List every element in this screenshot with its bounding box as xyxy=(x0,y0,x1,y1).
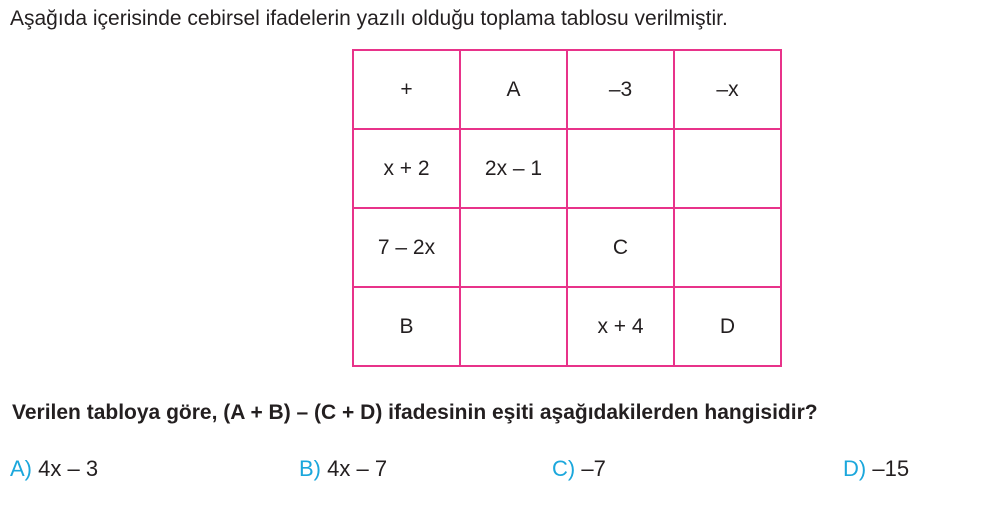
table-row xyxy=(353,208,781,287)
question-text: Verilen tabloya göre, (A + B) – (C + D) ifadesinin eşiti aşağıdakilerden hangisidir? xyxy=(12,401,818,424)
table-cell: x + 2 xyxy=(353,129,460,208)
table-cell xyxy=(567,129,674,208)
option-text: –15 xyxy=(872,456,910,481)
table-cell: D xyxy=(674,287,781,366)
table-cell: –x xyxy=(674,50,781,129)
addition-table xyxy=(352,49,782,367)
option-letter: B) xyxy=(299,456,321,481)
table-cell xyxy=(460,287,567,366)
table-cell: + xyxy=(353,50,460,129)
table-cell: 2x – 1 xyxy=(460,129,567,208)
intro-text: Aşağıda içerisinde cebirsel ifadelerin yazılı olduğu toplama tablosu verilmiştir. xyxy=(10,7,728,30)
table-cell: –3 xyxy=(567,50,674,129)
option-letter: A) xyxy=(10,456,32,481)
option-text: 4x – 7 xyxy=(327,456,388,481)
table-cell xyxy=(674,129,781,208)
table-cell xyxy=(460,208,567,287)
table-cell: A xyxy=(460,50,567,129)
option-c[interactable] xyxy=(552,455,606,483)
table-cell: C xyxy=(567,208,674,287)
option-d[interactable] xyxy=(843,455,909,483)
option-text: 4x – 3 xyxy=(38,456,99,481)
table-cell: x + 4 xyxy=(567,287,674,366)
table-cell: B xyxy=(353,287,460,366)
option-text: –7 xyxy=(581,456,606,481)
option-letter: D) xyxy=(843,456,867,481)
table-cell: 7 – 2x xyxy=(353,208,460,287)
table-row xyxy=(353,50,781,129)
table-cell xyxy=(674,208,781,287)
option-letter: C) xyxy=(552,456,576,481)
option-b[interactable] xyxy=(299,455,387,483)
option-a[interactable] xyxy=(10,455,98,483)
table-row xyxy=(353,287,781,366)
table-row xyxy=(353,129,781,208)
